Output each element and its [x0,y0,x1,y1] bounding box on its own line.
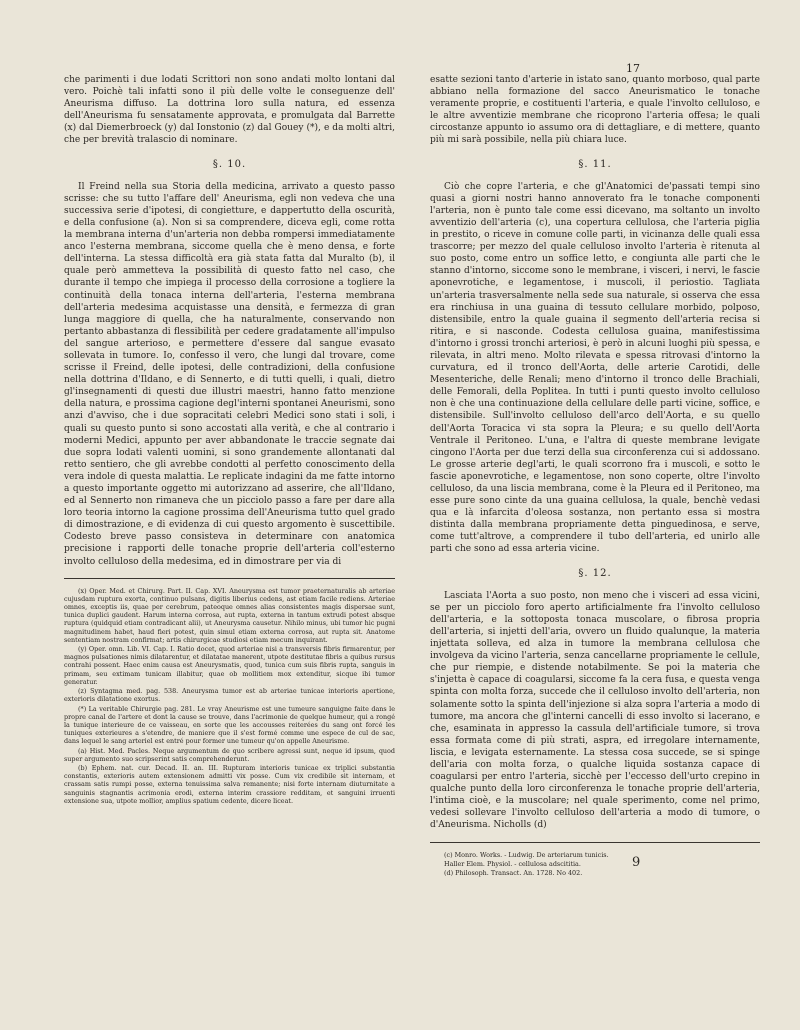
footnote-c: (c) Monro. Works. - Ludwig. De arteriarum tunicis. [444,850,609,859]
footnote-b: (b) Ephem. nat. cur. Decad. II. an. III. Rupturam interioris tunicae ex triplici substantia constantis, exterioris autem extensionem admitti vix posse. Cum vix credibile sit internam, et crassam satis rumpi posse, externa tenuissima salva remanente; nisi forte internam diuturnitate a sanguinis stagnantis acrimonia erodi, externa interim crassiore redditam, et sanguini irruenti extensione sua, utpote mollior, amplius spatium cedente, dicere liceat. [64,763,395,805]
paragraph-section-12: Lasciata l'Aorta a suo posto, non meno che i visceri ad essa vicini, se per un picciolo foro aperto artificialmente fra l'involto celluloso dell'arteria, e la sottoposta tonaca muscolare, o fibrosa propria dell'arteria, si injetti dell'aria, ovvero un fluido qualunque, la materia injettata solleva, ed alza in tumore la membrana cellulosa che involgeva da vicino l'arteria, senza cancellarne propriamente le cellule, che pur riempie, e distende notabilmente. Se poi la materia che s'injetta è capace di coagularsi, siccome fa la cera fusa, e questa venga spinta con molta forza, succede che il celluloso involto dell'arteria, non solamente sotto la spinta dell'injezione si alza sopra l'arteria a modo di tumore, ma ancora che gl'interni cancelli di esso involto si lacerano, e che, esaminata in appresso la cassula dell'artificiale tumore, si trova essa formata come di più strati, aspra, ed irregolare internamente, liscia, e levigata esternamente. La stessa cosa succede, se si spinge dell'aria con molta forza, o qualche liquida sostanza capace di coagularsi per entro l'arteria, sicchè per l'eccesso dell'urto crepino in qualche punto della loro circonferenza le tonache proprie dell'arteria, l'intima cioè, e la muscolare; nel quale sperimento, come nel primo, vedesi sollevare l'involto celluloso dell'arteria a modo di tumore, o d'Aneurisma. Nicholls (d) [430,590,760,831]
footnote-y: (y) Oper. omn. Lib. VI. Cap. I. Ratio docet, quod arteriae nisi a transversis fibris firmarentur, per magnos pulsationes nimis dilatarentur, et dilatatae manerent, utpote destitutae fibris a quibus rursus contrahi possent. Haec enim causa est Aneurysmatis, quod, tunica cum suis fibris rupta, sanguis in primam, seu extimam tunicam illabitur, quae ob mollitiem mox extenditur, sicque ibi tumor generatur. [64,645,395,686]
footnote-star: (*) La veritable Chirurgie pag. 281. Le vray Aneurisme est une tumeure sanguigne faite dans le propre canal de l'artere et dont la cause se trouve, dans l'acrimonie de quelque humeur, qui a rongé la tunique interieure de ce vaisseau, en sorte que les accousses reiterées du sang ont forcé les tuniques exterieures a s'etendre, de maniere que il s'est formé comme une espece de cul de sac, dans lequel le sang arteriel est entré pour former une tumeur qu'on appelle Aneurisme. [64,704,395,746]
paragraph-section-11: Ciò che copre l'arteria, e che gl'Anatomici de'passati tempi sino quasi a giorni nostri hanno annoverato fra le tonache componenti l'arteria, non è punto tale come essi dicevano, ma soltanto un involto avventizio dell'arteria (c), una copertura cellulosa, che l'arteria piglia in prestito, o riceve in comune colle parti, in vicinanza delle quali essa trascorre; per mezzo del quale celluloso involto l'arteria è ritenuta al suo posto, come entro un soffice letto, e congiunta alle parti che le stanno d'intorno, siccome sono le membrane, i visceri, i nervi, le fascie aponevrotiche, e legamentose, i muscoli, il periostio. Tagliata un'arteria trasversalmente nella sede sua naturale, si osserva che essa era rinchiusa in una guaina di tessuto cellulare morbido, polposo, distensibile, entro la quale guaina il segmento dell'arteria recisa si ritira, e si nasconde. Codesta cellulosa guaina, manifestissima d'intorno i grossi tronchi arteriosi, è però in alcuni luoghi più spessa, e rilevata, in altri meno. Molto rilevata e spessa ritrovasi d'intorno la curvatura, ed il tronco dell'Aorta, delle arterie Carotidi, delle Mesenteriche, delle Renali; meno d'intorno il tronco delle Brachiali, delle Femorali, della Poplitea. In tutti i punti questo involto celluloso non è che una continuazione della cellulare delle parti vicine, soffice, e distensibile. Sull'involto celluloso dell'arco dell'Aorta, e su quello dell'Aorta Toracica vi sta sopra la Pleura; e su quello dell'Aorta Ventrale il Peritoneo. L'una, e l'altra di queste membrane levigate cingono l'Aorta per due terzi della sua circonferenza cui si addossano. Le grosse arterie degl'arti, le quali scorrono fra i muscoli, e sotto le fascie aponevrotiche, e legamentose, non sono coperte, oltre l'involto celluloso, da una liscia membrana, come è la Pleura ed il Peritoneo, ma esse pure sono cinte da una guaina cellulosa, la quale, benchè vedasi qua e là infarcita d'oleosa sostanza, non pertanto essa si mostra distinta dalla membrana propriamente detta pinguedinosa, e serve, come tutt'altrove, a comprendere il tubo dell'arteria, ed unirlo alle parti che sono ad essa arteria vicine. [430,181,760,555]
section-heading-11: §. 11. [578,158,612,170]
right-column [430,74,760,877]
paragraph-section-10: Il Freind nella sua Storia della medicina, arrivato a questo passo scrisse: che su tutto l'affare dell' Aneurisma, egli non vedeva che una successiva serie d'ipotesi, di congietture, e dappertutto della oscurità, e della confusione (a). Non si sa comprendere, diceva egli, come rotta la membrana interna d'un'arteria non debba rompersi immediatamente anco l'esterna membrana, siccome quella che è meno densa, e forte dell'interna. La stessa difficoltà era già stata fatta dal Muralto (b), il quale però ammetteva la possibilità di questo fatto nel caso, che durante il tempo che impiega il processo della corrosione a togliere la continuità della tonaca interna dell'arteria, l'esterna membrana dell'arteria medesima acquistasse una densità, e fermezza di gran lunga maggiore di quella, che ha naturalmente, conservando non pertanto abbastanza di flessibilità per cedere gradatamente all'impulso del sangue arterioso, e permettere d'essere dal sangue evasato sollevata in tumore. Io, confesso il vero, che lungi dal trovare, come scrisse il Freind, delle ipotesi, delle contradizioni, della confusione nella dottrina d'Ildano, e di Sennerto, e di tutti quelli, i quali, dietro gl'insegnamenti di questi due illustri maestri, hanno fatto menzione della natura, e prossima cagione degl'interni spontanei Aneurismi, sono anzi d'avviso, che i due sopracitati celebri Medici sono stati i soli, i quali su questo punto si sono accostati alla verità, e che al contrario i moderni Medici, appunto per aver abbandonate le traccie segnate dai due sopra lodati valenti uomini, si sono grandemente allontanati dal retto sentiero, che gli avrebbe condotti al perfetto conoscimento della vera indole di questa malattia. Le replicate indagini da me fatte intorno a questo importante oggetto mi autorizzano ad asserire, che all'Ildano, ed al Sennerto non rimaneva che un picciolo passo a fare per dare alla loro teoria intorno la cagione prossima dell'Aneurisma tutto quel grado di dimostrazione, e di evidenza di cui questo argomento è suscettibile. Codesto breve passo consisteva in determinare con anatomica precisione i rapporti delle tonache proprie dell'arteria coll'esterno involto celluloso della medesima, ed in dimostrare per via di [64,181,395,567]
paragraph-intro-right: esatte sezioni tanto d'arterie in istato sano, quanto morboso, qual parte abbiano nella formazione del sacco Aneurismatico le tonache veramente proprie, e costituenti l'arteria, e quale l'involto celluloso, e le altre avventizie membrane che ricoprono l'arteria offesa; le quali circostanze appunto io assumo ora di dettagliare, e di mettere, quanto più mi sarà possibile, nella più chiara luce. [430,75,760,146]
footnote-x: (x) Oper. Med. et Chirurg. Part. II. Cap. XVI. Aneurysma est tumor praeternaturalis ab arteriae cujusdam ruptura exorta, continuo pulsans, digitis liberius cedens, ast etiam facile rediens. Arteriae omnes, exceptis iis, quae per cerebrum, pateoque omnes alias consistentes magis dispersae sunt, tunica duplici gaudent. Harum interna corrosa, aut rupta, externa in tantum extrudi potest absque ruptura (quidquid etiam contradicant alii), ut Aneurysma causetur. Nihilo minus, ubi tumor hic pugni magnitudinem habet, haud fieri potest, quin simul etiam externa corrosa, aut rupta sit. Anatome sententiam nostram confirmat; artis chirurgicae studiosi etiam mecum inquirant. [64,586,395,644]
signature-mark: 9 [632,855,641,870]
footnote-d: (d) Philosoph. Transact. An. 1728. No 402. [444,868,583,877]
page-number: 17 [626,62,640,75]
footnote-haller: Haller Elem. Physiol. - cellulosa adscititia. [444,859,581,868]
footnote-divider [64,578,395,579]
footnote-z: (z) Syntagma med. pag. 538. Aneurysma tumor est ab arteriae tunicae interioris apertione, exterioris dilatatione exortus. [64,687,395,704]
footnote-divider [430,842,760,843]
paragraph-intro-left: che parimenti i due lodati Scrittori non sono andati molto lontani dal vero. Poichè tali infatti sono il più delle volte le conseguenze dell' Aneurisma diffuso. La dottrina loro sulla natura, ed essenza dell'Aneurisma fu sensatamente approvata, e promulgata dal Barrette (x) dal Diemerbroeck (y) dal Ionstonio (z) dal Gouey (*), e da molti altri, che per brevità tralascio di nominare. [64,75,395,146]
section-heading-10: §. 10. [212,158,247,170]
footnote-a: (a) Hist. Med. Pacles. Neque argumentum de quo scribere agressi sunt, neque id ipsum, quod super argumento suo scripserint satis comprehenderunt. [64,746,395,763]
left-column [64,74,395,805]
section-heading-12: §. 12. [578,567,612,579]
